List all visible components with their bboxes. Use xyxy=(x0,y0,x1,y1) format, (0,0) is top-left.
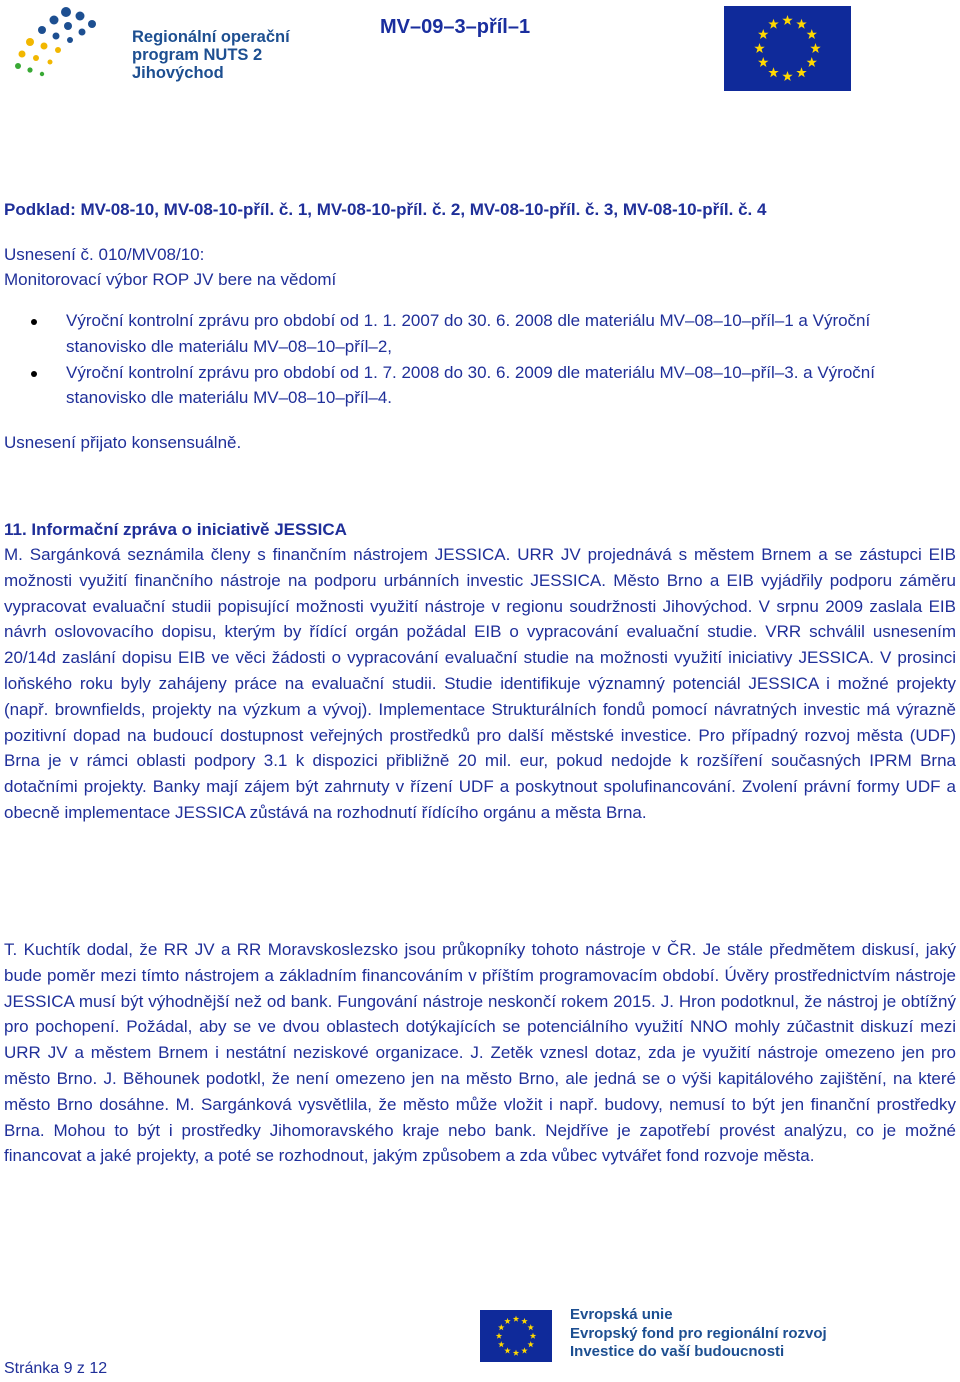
list-item xyxy=(0,308,950,360)
list-item-text: Výroční kontrolní zprávu pro období od 1. 7. 2008 do 30. 6. 2009 dle materiálu MV–08–10–příl–3. a Výroční stanovisko dle materiálu MV–08–10–příl–4. xyxy=(66,362,875,408)
star-icon xyxy=(527,1341,533,1347)
star-icon xyxy=(530,1333,536,1339)
resolution-accepted: Usnesení přijato konsensuálně. xyxy=(4,433,242,452)
eu-stars xyxy=(480,1310,552,1362)
section-title: 11. Informační zpráva o iniciativě JESSICA xyxy=(4,520,347,539)
bullet-icon xyxy=(31,319,37,325)
star-icon xyxy=(496,1333,502,1339)
basis-line: Podklad: MV-08-10, MV-08-10-příl. č. 1, MV-08-10-příl. č. 2, MV-08-10-příl. č. 3, MV-08-10-příl. č. 4 xyxy=(4,200,767,219)
star-icon xyxy=(521,1347,527,1353)
document-id: MV–09–3–příl–1 xyxy=(380,16,531,38)
page-number: Stránka 9 z 12 xyxy=(4,1360,108,1377)
logo-text: Regionální operační program NUTS 2 Jihovýchod xyxy=(132,28,290,82)
eu-stars xyxy=(724,6,851,91)
list-item-text: Výroční kontrolní zprávu pro období od 1. 1. 2007 do 30. 6. 2008 dle materiálu MV–08–10–příl–1 a Výroční stanovisko dle materiálu MV–08–10–příl–2, xyxy=(66,311,871,356)
star-icon xyxy=(513,1350,519,1356)
rop-logo xyxy=(8,2,308,84)
star-icon xyxy=(513,1316,519,1322)
star-icon xyxy=(782,15,792,25)
star-icon xyxy=(796,19,806,29)
star-icon xyxy=(498,1341,504,1347)
star-icon xyxy=(758,29,768,39)
star-icon xyxy=(768,19,778,29)
footer-eu-flag-icon xyxy=(480,1310,552,1362)
star-icon xyxy=(810,43,820,53)
star-icon xyxy=(807,57,817,67)
star-icon xyxy=(521,1318,527,1324)
rop-logo-icon xyxy=(8,2,128,84)
section-paragraph-2: T. Kuchtík dodal, že RR JV a RR Moravskoslezsko jsou průkopníky tohoto nástroje v ČR. Je stále předmětem diskusí, jaký bude poměr mezi tímto nástrojem a základním financováním v příštím programovacím období. Úvěry prostřednictvím nástroje JESSICA musí být výhodnější než od bank. Fungování nástroje neskončí rokem 2015. J. Hron podotknul, že nástroj je obtížný pro pochopení. Požádal, aby se ve dvou oblastech dotýkajících se potenciálního využití NNO mohly zúčastnit diskuzí mezi URR JV a městem Brnem i nestátní neziskové organizace. J. Zetěk vznesl dotaz, zda je využití nástroje omezeno jen pro město Brno. J. Běhounek podotkl, že není omezeno jen na město Brno, ale jedná se o výši kapitálového zajištění, na které město Brno dosáhne. M. Sargánková vysvětlila, že město může vložit i např. budovy, nemusí to být jen finanční prostředky Brna. Mohou to být i prostředky Jihomoravského kraje nebo bank. Nejdříve je zapotřebí provést analýzu, co je možné financovat a jaké projekty, a poté se rozhodnout, jakým způsobem a zda vůbec vytvářet fond rozvoje města. xyxy=(4,940,956,1166)
bullet-icon xyxy=(31,371,37,377)
resolution-heading xyxy=(4,242,336,292)
star-icon xyxy=(754,43,764,53)
star-icon xyxy=(504,1318,510,1324)
star-icon xyxy=(807,29,817,39)
star-icon xyxy=(758,57,768,67)
list-item xyxy=(0,360,950,412)
star-icon xyxy=(498,1324,504,1330)
eu-flag-icon xyxy=(724,6,851,91)
resolution-number: Usnesení č. 010/MV08/10: xyxy=(4,245,205,264)
star-icon xyxy=(527,1324,533,1330)
footer-eu-text: Evropská unie Evropský fond pro regionální rozvoj Investice do vaší budoucnosti xyxy=(570,1306,827,1360)
star-icon xyxy=(782,71,792,81)
star-icon xyxy=(768,67,778,77)
star-icon xyxy=(796,67,806,77)
star-icon xyxy=(504,1347,510,1353)
section-paragraph-1: M. Sargánková seznámila členy s finančním nástrojem JESSICA. URR JV projednává s městem Brnem a se zástupci EIB možnosti využití finančního nástroje na podporu urbánních investic JESSICA. Město Brno a EIB vyjádřily podporu záměru vypracovat evaluační studii popisující možnosti využití nástroje v regionu soudržnosti Jihovýchod. V srpnu 2009 zaslala EIB návrh oslovovacího dopisu, kterým by řídící orgán požádal EIB o vypracování evaluační studie. VRR schválil usnesením 20/14d zaslání dopisu EIB ve věci žádosti o vypracování evaluační studie na možnosti využití iniciativy JESSICA. V prosinci loňského roku byly zahájeny práce na evaluační studii. Studie identifikuje významný potenciál JESSICA i možné projekty (např. brownfields, projekty na výzkum a vývoj). Implementace Strukturálních fondů pomocí návratných investic má výrazně pozitivní dopad na budoucí dostupnost veřejných prostředků pro další městské investice. Pro případný rozvoj města (UDF) Brna je v rámci oblasti podpory 3.1 k dispozici přibližně 20 mil. eur, pokud nedojde k rozšíření současných IPRM Brna dotačními projekty. Banky mají zájem být zahrnuty v řízení UDF a poskytnout spolufinancování. Zvolení právní formy UDF a obecně implementace JESSICA zůstává na rozhodnutí řídícího orgánu a města Brna. xyxy=(4,545,956,822)
resolution-list xyxy=(0,308,950,411)
resolution-statement: Monitorovací výbor ROP JV bere na vědomí xyxy=(4,270,337,289)
